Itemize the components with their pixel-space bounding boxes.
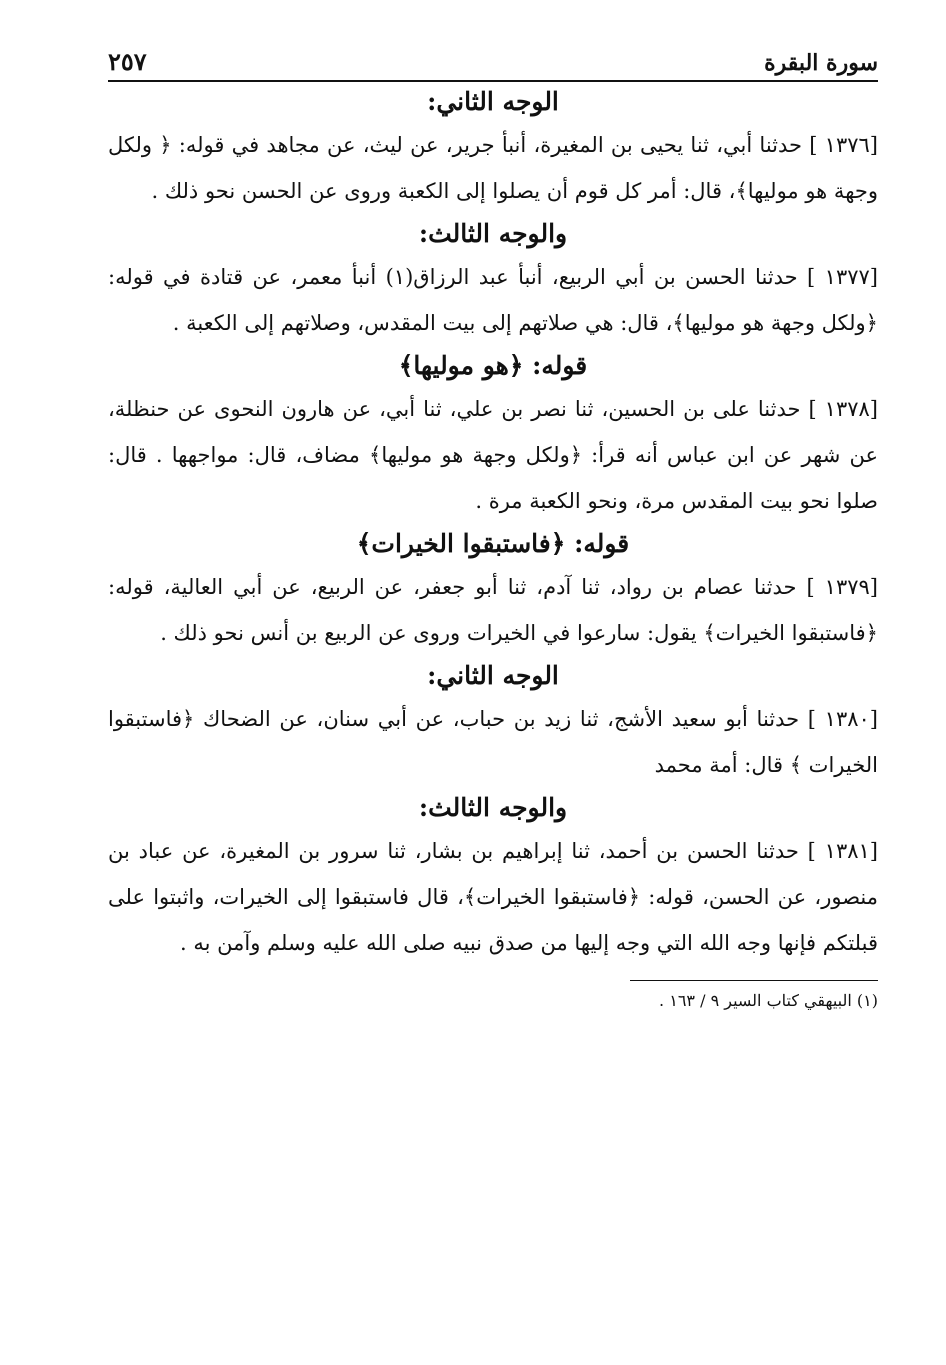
page-header	[108, 40, 878, 82]
hadith-paragraph: [١٣٧٩ ] حدثنا عصام بن رواد، ثنا آدم، ثنا أبو جعفر، عن الربيع، عن أبي العالية، قوله: ﴿فاستبقوا الخيرات﴾ يقول: سارعوا في الخيرات وروى عن الربيع بن أنس نحو ذلك .	[108, 575, 878, 645]
hadith-paragraph: [١٣٧٨ ] حدثنا على بن الحسين، ثنا نصر بن علي، ثنا أبي، عن هارون النحوى عن حنظلة، عن شهر عن ابن عباس أنه قرأ: ﴿ولكل وجهة هو موليها﴾ مضاف، قال: مواجهها . قال: صلوا نحو بيت المقدس مرة، ونحو الكعبة مرة .	[108, 397, 878, 513]
section-heading: قوله: ﴿هو موليها﴾	[398, 351, 588, 380]
section-heading: والوجه الثالث:	[418, 793, 568, 822]
surah-title: سورة البقرة	[764, 50, 878, 76]
section-heading: قوله: ﴿فاستبقوا الخيرات﴾	[356, 529, 630, 558]
section-heading: الوجه الثاني:	[427, 661, 559, 690]
book-page	[108, 40, 878, 1010]
hadith-paragraph: [١٣٧٦ ] حدثنا أبي، ثنا يحيى بن المغيرة، أنبأ جرير، عن ليث، عن مجاهد في قوله: ﴿ ولكل وجهة هو موليها﴾، قال: أمر كل قوم أن يصلوا إلى الكعبة وروى عن الحسن نحو ذلك .	[108, 133, 878, 203]
footnote-divider	[630, 980, 878, 981]
hadith-paragraph: [١٣٨١ ] حدثنا الحسن بن أحمد، ثنا إبراهيم بن بشار، ثنا سرور بن المغيرة، عن عباد بن منصور، عن الحسن، قوله: ﴿فاستبقوا الخيرات﴾، قال فاستبقوا إلى الخيرات، واثبتوا على قبلتكم فإنها وجه الله التي وجه إليها من صدق نبيه صلى الله عليه وسلم وآمن به .	[108, 839, 878, 955]
hadith-paragraph: [١٣٨٠ ] حدثنا أبو سعيد الأشج، ثنا زيد بن حباب، عن أبي سنان، عن الضحاك ﴿فاستبقوا الخيرات ﴾ قال: أمة محمد	[108, 707, 878, 777]
section-heading: والوجه الثالث:	[418, 219, 568, 248]
section-heading: الوجه الثاني:	[427, 87, 559, 116]
page-number: ٢٥٧	[108, 47, 147, 76]
hadith-paragraph: [١٣٧٧ ] حدثنا الحسن بن أبي الربيع، أنبأ عبد الرزاق(١) أنبأ معمر، عن قتادة في قوله: ﴿ولكل وجهة هو موليها﴾، قال: هي صلاتهم إلى بيت المقدس، وصلاتهم إلى الكعبة .	[108, 265, 878, 335]
footnote: (١) البيهقي كتاب السير ٩ / ١٦٣ .	[659, 991, 878, 1010]
